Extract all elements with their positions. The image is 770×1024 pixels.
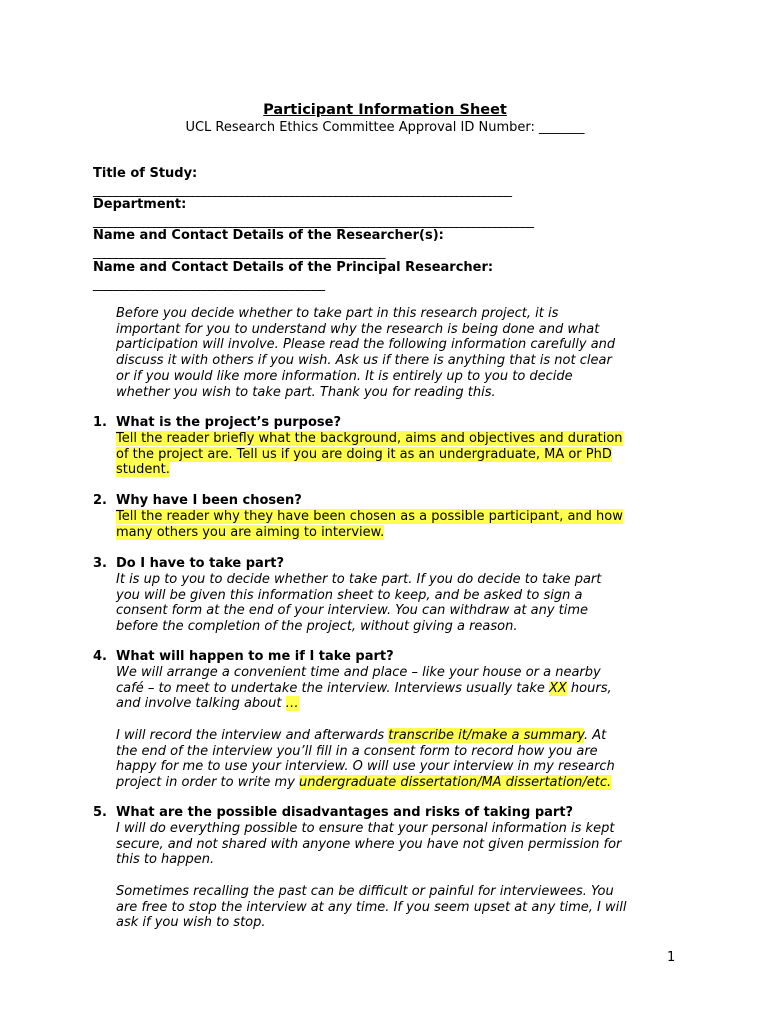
body-line: are free to stop the interview at any time. If you seem upset at any time, I will: [116, 899, 627, 915]
section-body: [116, 572, 686, 635]
researcher-label: Name and Contact Details of the Researcher(s):: [93, 228, 444, 243]
section-number: 2.: [93, 493, 107, 508]
body-line: project in order to write my undergraduate dissertation/MA dissertation/etc.: [116, 774, 612, 790]
intro-line: Before you decide whether to take part in this research project, it is: [116, 306, 559, 321]
department-label: Department:: [93, 197, 187, 212]
highlighted-text: of the project are. Tell us if you are doing it as an undergraduate, MA or PhD: [116, 446, 612, 462]
highlighted-text: undergraduate dissertation/MA dissertation/etc.: [299, 774, 612, 790]
researcher-line: _____________________________________________________: [93, 245, 385, 260]
highlighted-text: many others you are aiming to interview.: [116, 524, 385, 540]
section-number: 5.: [93, 805, 107, 820]
body-line: you will be given this information sheet to keep, and be asked to sign a: [116, 587, 583, 603]
intro-line: participation will involve. Please read the following information carefully and: [116, 337, 616, 353]
highlighted-text: Tell the reader why they have been chosen as a possible participant, and how: [116, 509, 623, 524]
body-line: happy for me to use your interview. O will use your interview in my research: [116, 759, 615, 775]
intro-line: or if you would like more information. It is entirely up to you to decide: [116, 368, 573, 384]
department-line: ________________________________________________________________________________: [93, 214, 533, 229]
intro-line: discuss it with others if you wish. Ask us if there is anything that is not clear: [116, 353, 612, 369]
title-of-study-line: ____________________________________________________________________________: [93, 183, 511, 198]
body-line: the end of the interview you’ll fill in a consent form to record how you are: [116, 743, 598, 759]
ethics-approval-id: UCL Research Ethics Committee Approval ID Number: _______: [185, 120, 585, 135]
principal-researcher-line: __________________________________________: [93, 277, 324, 292]
title-of-study-label: Title of Study:: [93, 166, 198, 181]
body-line: secure, and not shared with anyone where you have not given permission for: [116, 836, 622, 852]
section-body: [116, 665, 686, 791]
section-body: [116, 821, 686, 931]
section-question: Why have I been chosen?: [116, 493, 302, 508]
highlighted-text: …: [285, 696, 299, 712]
section-body: [116, 509, 686, 540]
body-line: We will arrange a convenient time and place – like your house or a nearby: [116, 665, 601, 680]
highlighted-text: transcribe it/make a summary: [388, 727, 584, 743]
body-line: It is up to you to decide whether to take part. If you do decide to take part: [116, 572, 602, 587]
intro-line: whether you wish to take part. Thank you for reading this.: [116, 384, 496, 400]
highlighted-text: student.: [116, 462, 170, 478]
body-line: this to happen.: [116, 852, 215, 868]
body-line: and involve talking about …: [116, 696, 299, 712]
section-question: What will happen to me if I take part?: [116, 649, 394, 664]
highlighted-text: XX: [548, 680, 567, 696]
intro-paragraph: [116, 306, 686, 400]
page-number: 1: [667, 950, 676, 965]
section-number: 3.: [93, 556, 107, 571]
section-question: What are the possible disadvantages and risks of taking part?: [116, 805, 574, 820]
body-line: I will record the interview and afterwards transcribe it/make a summary. At: [116, 727, 607, 743]
section-question: What is the project’s purpose?: [116, 415, 341, 430]
section-question: Do I have to take part?: [116, 556, 284, 571]
body-line: Sometimes recalling the past can be difficult or painful for interviewees. You: [116, 883, 614, 899]
intro-line: important for you to understand why the research is being done and what: [116, 321, 600, 337]
body-line: consent form at the end of your interview. You can withdraw at any time: [116, 603, 589, 619]
section-number: 1.: [93, 415, 107, 430]
highlighted-text: Tell the reader briefly what the background, aims and objectives and duration: [116, 431, 623, 446]
body-line: before the completion of the project, without giving a reason.: [116, 619, 518, 635]
section-body: [116, 431, 686, 478]
body-line: I will do everything possible to ensure that your personal information is kept: [116, 821, 615, 836]
body-line: ask if you wish to stop.: [116, 915, 266, 931]
body-line: café – to meet to undertake the interview. Interviews usually take XX hours,: [116, 680, 612, 696]
principal-researcher-label: Name and Contact Details of the Principal Researcher:: [93, 260, 494, 275]
section-number: 4.: [93, 649, 107, 664]
document-title: Participant Information Sheet: [263, 102, 507, 118]
